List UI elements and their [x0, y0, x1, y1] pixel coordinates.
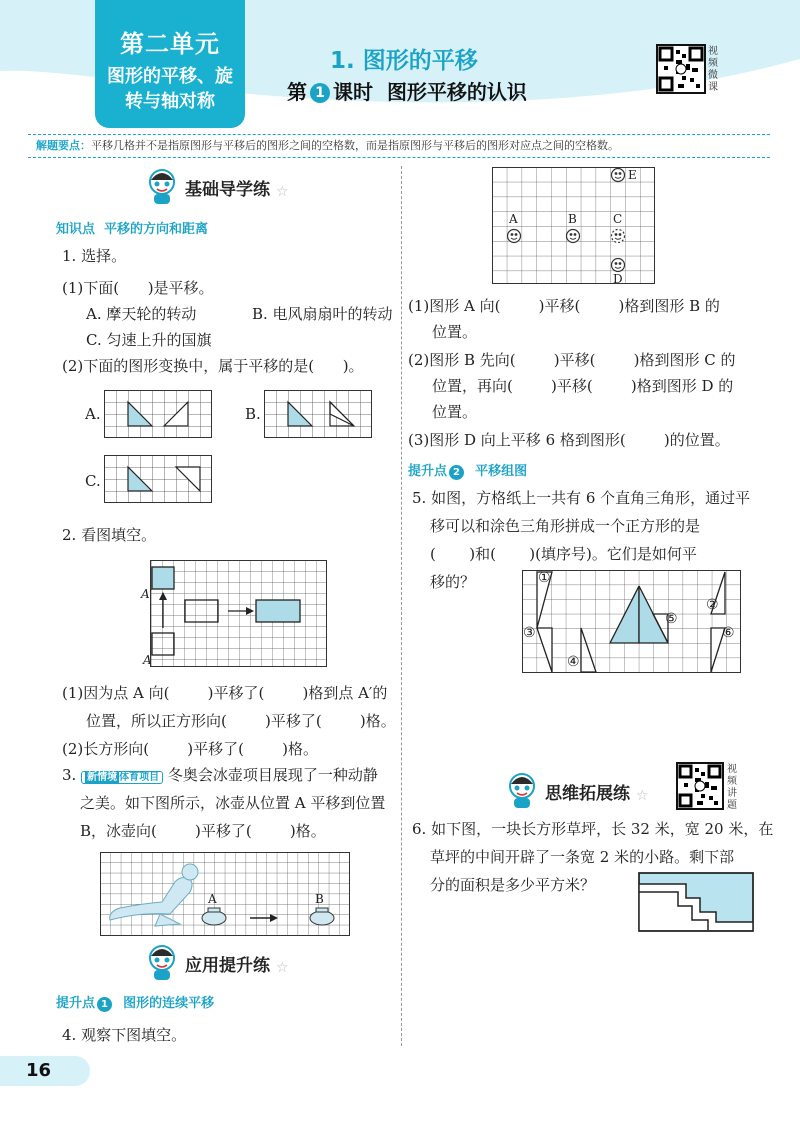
- qr-label-extend: 视频讲题: [727, 764, 737, 811]
- q1-option-b-figure: [264, 390, 372, 442]
- column-divider: [401, 166, 402, 1046]
- q4-2-line2: 位置，再向( )平移( )格到图形 D 的: [432, 377, 734, 395]
- q1-option-a-figure: [104, 390, 212, 442]
- section-basic: 基础导学练 ☆: [145, 168, 289, 206]
- q5-line2: 移可以和涂色三角形拼成一个正方形的是: [430, 517, 701, 535]
- qr-label-top: 视频微课: [708, 46, 718, 93]
- q4-1-line1: (1)图形 A 向( )平移( )格到图形 B 的: [408, 297, 720, 315]
- mascot-icon: [145, 168, 179, 206]
- q3-line1: 3. 新情境 体育项目 冬奥会冰壶项目展现了一种动静: [62, 766, 378, 784]
- q2-1-line2: 位置，所以正方形向( )平移了( )格。: [86, 712, 396, 730]
- q5-line1: 5. 如图，方格纸上一共有 6 个直角三角形，通过平: [412, 489, 751, 507]
- q3-label-a: A: [208, 892, 217, 906]
- q2-title: 2. 看图填空。: [62, 526, 157, 544]
- star-icon: ☆: [636, 788, 649, 804]
- key-points-bar: [28, 134, 770, 158]
- q4-2-line3: 位置。: [432, 403, 478, 421]
- page-number: 16: [26, 1060, 52, 1081]
- q4-title: 4. 观察下图填空。: [62, 1026, 187, 1044]
- q4-1-line2: 位置。: [432, 323, 478, 341]
- q5-label-3: ③: [523, 625, 536, 641]
- q1-option-c-label: C.: [85, 472, 101, 490]
- lesson-number-badge: 1: [310, 83, 330, 103]
- chapter-title: 1. 图形的平移: [330, 48, 478, 74]
- q3-curling-figure: [100, 852, 350, 941]
- q5-figure: [522, 570, 742, 678]
- q3-line3: B，冰壶向( )平移了( )格。: [80, 822, 326, 840]
- q5-line4: 移的？: [430, 573, 476, 591]
- q4-label-a: A: [509, 212, 518, 226]
- mascot-icon: [145, 944, 179, 982]
- q6-line3: 分的面积是多少平方米？: [430, 876, 596, 894]
- q4-label-d: D: [613, 272, 623, 286]
- q1-option-c-figure: [104, 455, 212, 507]
- key-points-text: 平移几格并不是指原图形与平移后的图形之间的空格数，而是指原图形与平移后的图形对应点之间的空格数。: [91, 139, 619, 152]
- q2-label-a: A: [143, 653, 152, 667]
- q5-label-2: ②: [706, 597, 719, 613]
- q6-lawn-figure: [638, 872, 754, 936]
- q1-option-a-label: A.: [85, 405, 101, 423]
- q6-line1: 6. 如下图，一块长方形草坪，长 32 米，宽 20 米，在: [412, 820, 774, 838]
- q3-tag: 新情境 体育项目: [81, 771, 163, 784]
- q2-figure: [140, 560, 330, 674]
- qr-code-top[interactable]: [656, 44, 706, 94]
- q1-2: (2)下面的图形变换中，属于平移的是( )。: [62, 357, 364, 375]
- q4-figure: [492, 167, 662, 289]
- q5-label-1: ①: [538, 570, 551, 586]
- star-icon: ☆: [276, 184, 289, 200]
- q1-1: (1)下面( )是平移。: [62, 279, 214, 297]
- mascot-icon: [505, 772, 539, 810]
- knowledge-point-3: 提升点 2 平移组图: [408, 464, 528, 479]
- curling-stone-a: [202, 911, 226, 925]
- q1-option-b-label: B.: [245, 405, 261, 423]
- knowledge-point-1: 知识点 平移的方向和距离: [56, 222, 209, 237]
- star-icon: ☆: [276, 960, 289, 976]
- q5-label-4: ④: [567, 654, 580, 670]
- unit-subtitle-line1: 图形的平移、旋: [107, 66, 233, 87]
- section-extend: 思维拓展练 ☆: [505, 772, 649, 810]
- q5-label-6: ⑥: [722, 625, 735, 641]
- q2-label-a-prime: A′: [141, 587, 153, 601]
- q5-label-5: ⑤: [665, 611, 678, 627]
- unit-subtitle-line2: 转与轴对称: [125, 91, 215, 112]
- q2-1-line1: (1)因为点 A 向( )平移了( )格到点 A′的: [62, 684, 388, 702]
- q1-1-option-b: B. 电风扇扇叶的转动: [252, 305, 393, 323]
- curling-stone-b: [310, 911, 334, 925]
- qr-code-extend[interactable]: [676, 762, 724, 810]
- q4-2-line1: (2)图形 B 先向( )平移( )格到图形 C 的: [408, 351, 736, 369]
- q1-title: 1. 选择。: [62, 247, 127, 265]
- q2-2: (2)长方形向( )平移了( )格。: [62, 740, 318, 758]
- q1-1-option-c: C. 匀速上升的国旗: [86, 331, 212, 349]
- q4-label-c: C: [613, 212, 623, 226]
- key-points-label: 解题要点：: [36, 139, 91, 152]
- unit-badge: [95, 0, 245, 128]
- q5-line3: ( )和( )(填序号)。它们是如何平: [430, 545, 697, 563]
- q4-label-e: E: [628, 168, 637, 182]
- q1-1-option-a: A. 摩天轮的转动: [86, 305, 197, 323]
- page-number-tab: [0, 1056, 90, 1086]
- q4-label-b: B: [568, 212, 577, 226]
- section-apply: 应用提升练 ☆: [145, 944, 289, 982]
- q3-line2: 之美。如下图所示，冰壶从位置 A 平移到位置: [80, 794, 386, 812]
- knowledge-point-2: 提升点 1 图形的连续平移: [56, 996, 215, 1011]
- q4-3: (3)图形 D 向上平移 6 格到图形( )的位置。: [408, 431, 730, 449]
- lesson-title: 第 1 课时 图形平移的认识: [287, 80, 527, 104]
- q6-line2: 草坪的中间开辟了一条宽 2 米的小路。剩下部: [430, 848, 735, 866]
- q3-label-b: B: [315, 892, 324, 906]
- unit-title: 第二单元: [120, 30, 220, 58]
